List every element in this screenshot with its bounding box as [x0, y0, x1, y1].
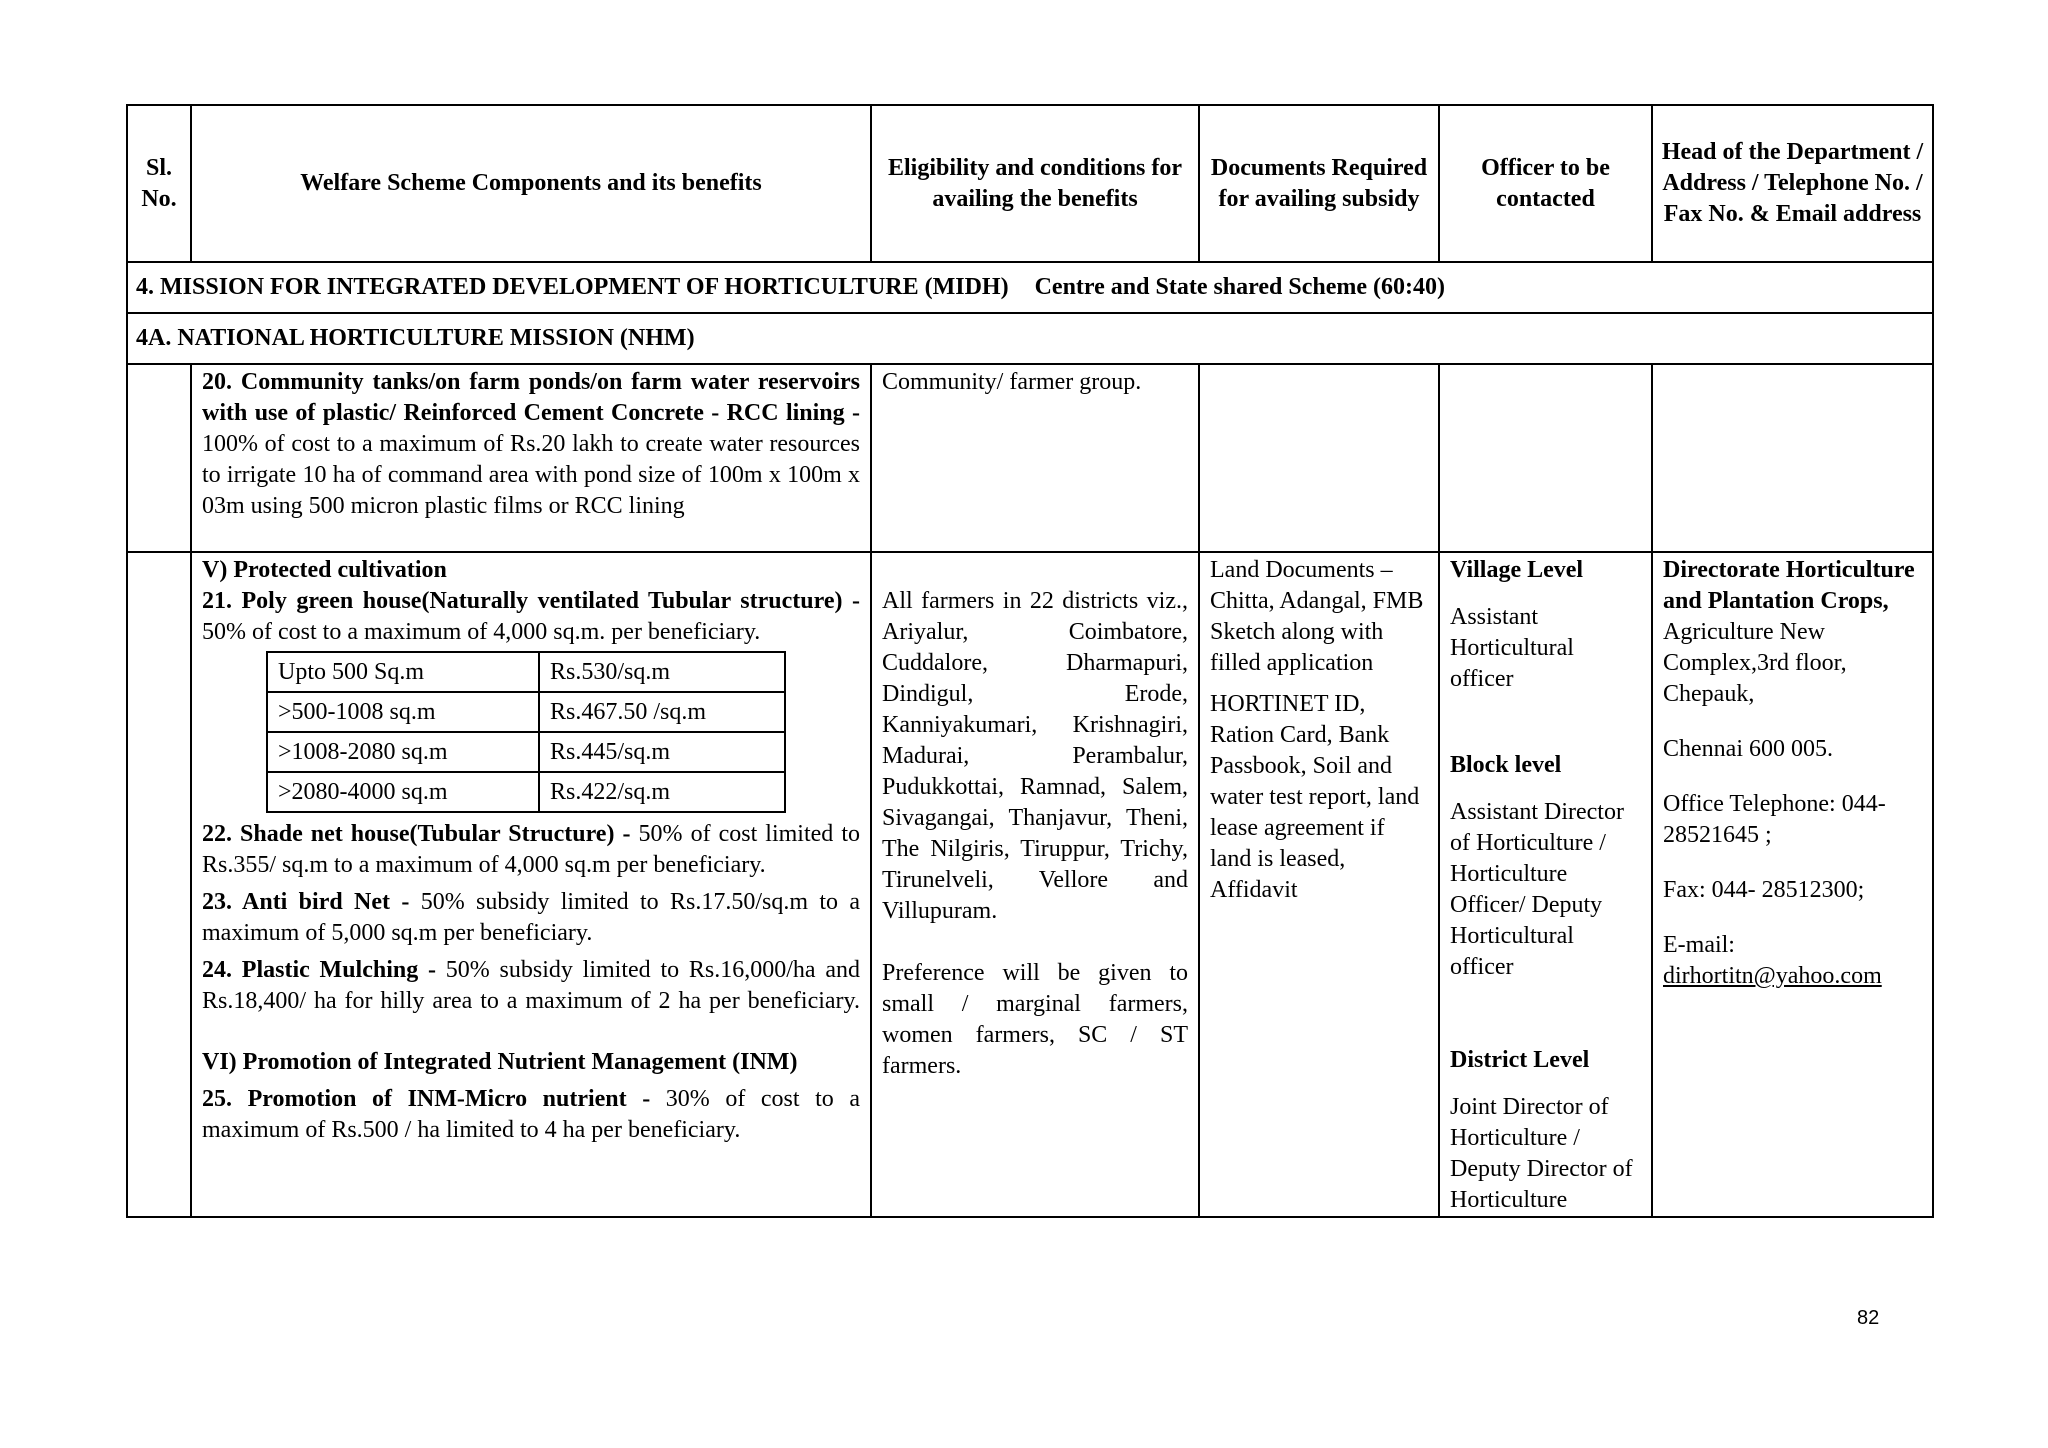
header-head: Head of the Department / Address / Telephone No. / Fax No. & Email address: [1652, 105, 1933, 262]
item24-title: 24. Plastic Mulching -: [202, 957, 436, 983]
header-eligibility: Eligibility and conditions for availing the benefits: [871, 105, 1199, 262]
eligibility-preference: Preference will be given to small / marginal farmers, women farmers, SC / ST farmers.: [882, 960, 1188, 1079]
section-4-title: 4. MISSION FOR INTEGRATED DEVELOPMENT OF HORTICULTURE (MIDH) Centre and State shared Scheme (60:40): [127, 262, 1933, 313]
section-4-row: [127, 262, 1933, 313]
protected-sl-cell: [127, 552, 191, 1217]
block-level-label: Block level: [1450, 752, 1562, 778]
documents-cell: [1199, 552, 1439, 1217]
head-fax: Fax: 044- 28512300;: [1663, 877, 1865, 903]
item20-row: [127, 364, 1933, 552]
head-cell: [1652, 552, 1933, 1217]
item20-officer-cell: [1439, 364, 1652, 552]
block-officer: Assistant Director of Horticulture / Horticulture Officer/ Deputy Horticultural officer: [1450, 799, 1624, 980]
header-row: [127, 105, 1933, 262]
inm-heading: VI) Promotion of Integrated Nutrient Management (INM): [202, 1049, 798, 1075]
district-level-label: District Level: [1450, 1047, 1590, 1073]
scheme-table: [126, 104, 1934, 1218]
rate-value: Rs.530/sq.m: [539, 652, 785, 692]
officer-cell: [1439, 552, 1652, 1217]
head-dept: Directorate Horticulture and Plantation Crops,: [1663, 557, 1915, 614]
item22-title: 22. Shade net house(Tubular Structure) -: [202, 821, 631, 847]
rate-value: Rs.445/sq.m: [539, 732, 785, 772]
rate-area: Upto 500 Sq.m: [267, 652, 539, 692]
protected-row: [127, 552, 1933, 1217]
header-officer: Officer to be contacted: [1439, 105, 1652, 262]
head-email-link[interactable]: dirhortitn@yahoo.com: [1663, 963, 1882, 989]
section-4-share: Centre and State shared Scheme (60:40): [1034, 274, 1445, 300]
rate-area: >1008-2080 sq.m: [267, 732, 539, 772]
item20-head-cell: [1652, 364, 1933, 552]
rate-value: Rs.467.50 /sq.m: [539, 692, 785, 732]
rate-row: [267, 652, 785, 692]
header-documents: Documents Required for availing subsidy: [1199, 105, 1439, 262]
rate-area: >500-1008 sq.m: [267, 692, 539, 732]
district-officer: Joint Director of Horticulture / Deputy Director of Horticulture: [1450, 1094, 1633, 1213]
rate-row: [267, 772, 785, 812]
section-4a-title: 4A. NATIONAL HORTICULTURE MISSION (NHM): [127, 313, 1933, 364]
item20-title: 20. Community tanks/on farm ponds/on farm water reservoirs with use of plastic/ Reinforced Cement Concrete - RCC lining -: [202, 369, 860, 426]
rate-area: >2080-4000 sq.m: [267, 772, 539, 812]
head-address: Agriculture New Complex,3rd floor, Chepauk,: [1663, 619, 1847, 707]
eligibility-cell: [871, 552, 1199, 1217]
page-number: 82: [1857, 1307, 1880, 1329]
header-components: Welfare Scheme Components and its benefits: [191, 105, 871, 262]
head-city: Chennai 600 005.: [1663, 736, 1833, 762]
item25-text: 30% of cost to a maximum of Rs.500 / ha limited to 4 ha per beneficiary.: [202, 1086, 861, 1143]
item20-text: 100% of cost to a maximum of Rs.20 lakh to create water resources to irrigate 10 ha of command area with pond size of 100m x 100m x 03m using 500 micron plastic films or RCC lining: [202, 431, 860, 519]
item25-title: 25. Promotion of INM-Micro nutrient -: [202, 1086, 651, 1112]
rate-value: Rs.422/sq.m: [539, 772, 785, 812]
eligibility-districts: All farmers in 22 districts viz., Ariyalur, Coimbatore, Cuddalore, Dharmapuri, Dindigul, Erode, Kanniyakumari, Krishnagiri, Madurai, Perambalur, Pudukkottai, Ramnad, Salem, Sivagangai, Thanjavur, Theni, The Nilgiris, Tiruppur, Trichy, Tirunelveli, Vellore and Villupuram.: [882, 588, 1188, 924]
documents-land: Land Documents – Chitta, Adangal, FMB Sketch along with filled application: [1210, 557, 1424, 676]
protected-components-cell: [191, 552, 871, 1217]
section-4a-row: [127, 313, 1933, 364]
item20-documents-cell: [1199, 364, 1439, 552]
item22-text: 50% of cost limited to Rs.355/ sq.m to a maximum of 4,000 sq.m per beneficiary.: [202, 821, 860, 878]
head-email-label: E-mail:: [1663, 932, 1735, 958]
documents-ids: HORTINET ID, Ration Card, Bank Passbook, Soil and water test report, land lease agreement if land is leased, Affidavit: [1210, 691, 1420, 903]
item20-sl-cell: [127, 364, 191, 552]
header-sl-no: Sl. No.: [127, 105, 191, 262]
item21-title: 21. Poly green house(Naturally ventilated Tubular structure) -: [202, 588, 860, 614]
item21-text: 50% of cost to a maximum of 4,000 sq.m. per beneficiary.: [202, 619, 761, 645]
item24-text: 50% subsidy limited to Rs.16,000/ha and Rs.18,400/ ha for hilly area to a maximum of 2 ha per beneficiary.: [202, 957, 860, 1014]
item20-eligibility: Community/ farmer group.: [871, 364, 1199, 552]
item23-text: 50% subsidy limited to Rs.17.50/sq.m to a maximum of 5,000 sq.m per beneficiary.: [202, 889, 861, 946]
rate-row: [267, 692, 785, 732]
protected-heading: V) Protected cultivation: [202, 557, 447, 583]
rate-table: [266, 651, 786, 813]
village-level-label: Village Level: [1450, 557, 1584, 583]
item23-title: 23. Anti bird Net -: [202, 889, 410, 915]
item20-cell: [191, 364, 871, 552]
rate-row: [267, 732, 785, 772]
village-officer: Assistant Horticultural officer: [1450, 604, 1574, 692]
head-telephone: Office Telephone: 044- 28521645 ;: [1663, 791, 1886, 848]
